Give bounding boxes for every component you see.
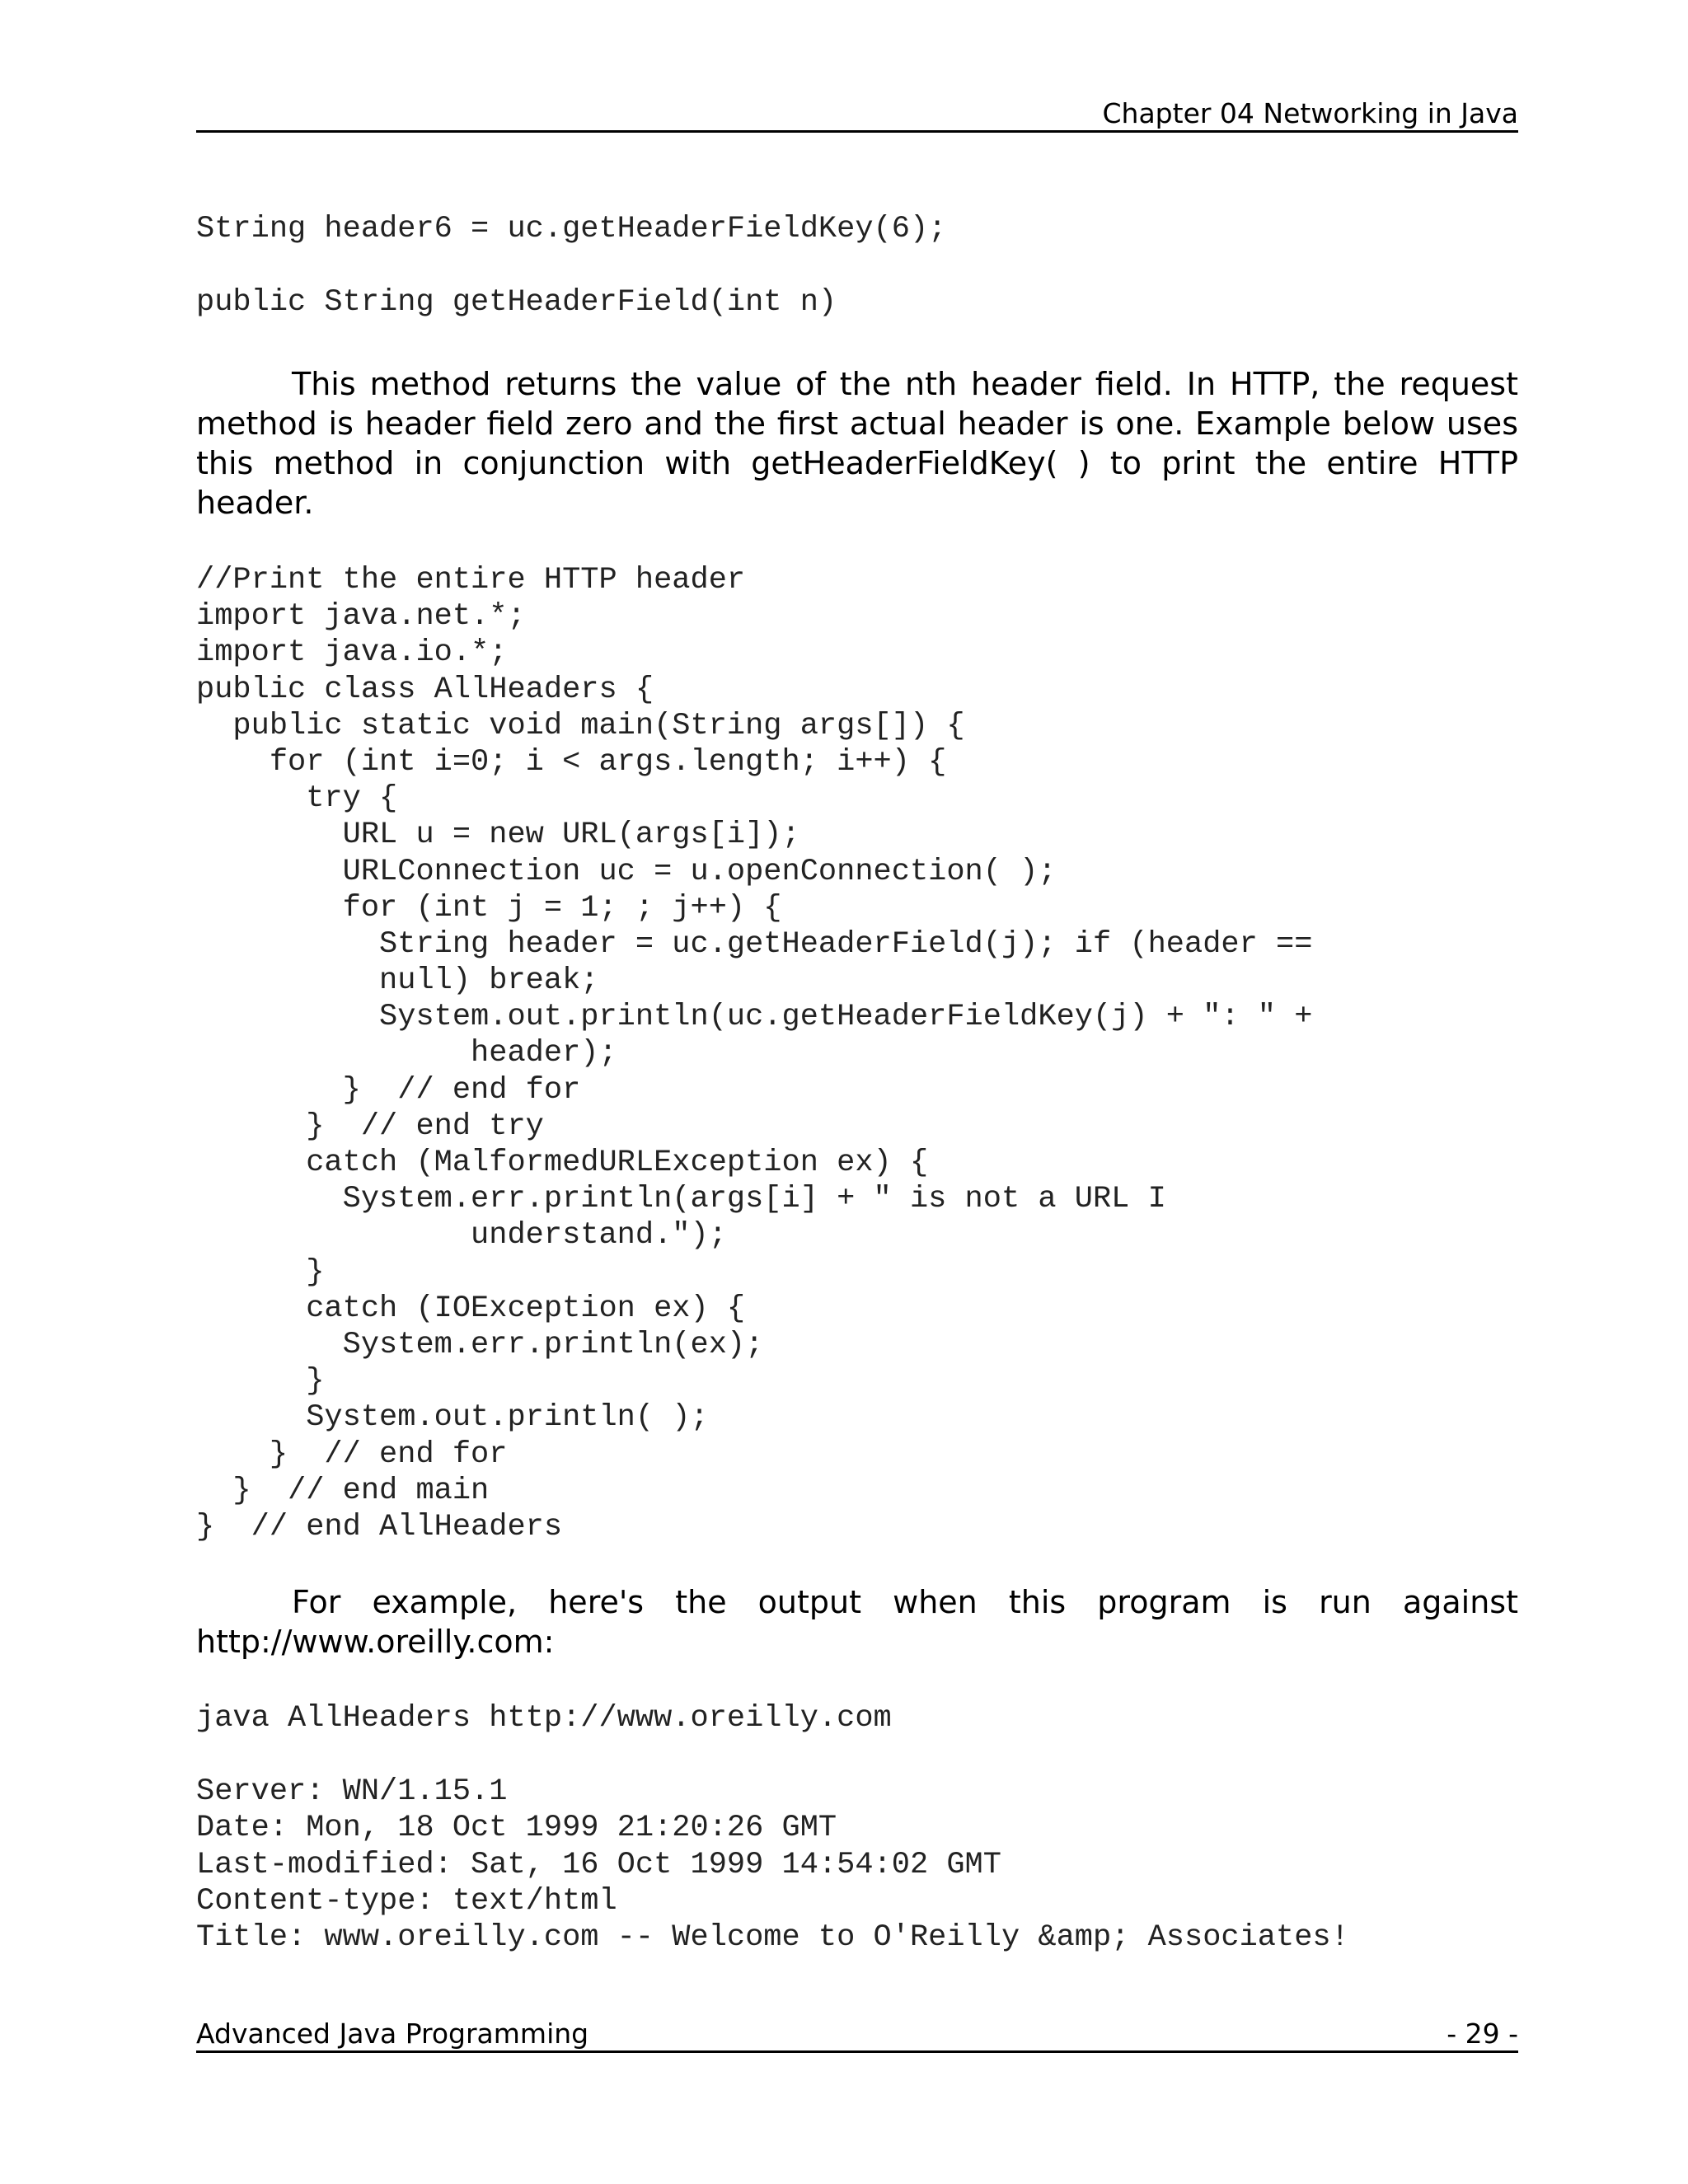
- code-line: for (int i=0; i < args.length; i++) {: [196, 744, 947, 780]
- page-footer: [196, 2018, 1518, 2053]
- code-line: import java.net.*;: [196, 599, 526, 635]
- code-line: String header = uc.getHeaderField(j); if (header ==: [196, 926, 1313, 962]
- code-line: } // end main: [196, 1473, 490, 1508]
- code-line: } // end for: [196, 1072, 581, 1108]
- code-line: [196, 247, 946, 284]
- book-title: Advanced Java Programming: [196, 2018, 589, 2050]
- code-block-allheaders: [196, 562, 1312, 1545]
- code-line: java AllHeaders http://www.oreilly.com: [196, 1701, 892, 1736]
- code-line: System.out.println(uc.getHeaderFieldKey(j) + ": " +: [196, 1000, 1313, 1035]
- paragraph-output-intro: [196, 1582, 1518, 1661]
- code-line: System.out.println( );: [196, 1400, 709, 1436]
- page-header: [196, 97, 1518, 133]
- code-line: URLConnection uc = u.openConnection( );: [196, 854, 1057, 889]
- paragraph-text: For example, here's the output when this program is run against http://www.oreilly.com:: [196, 1584, 1518, 1660]
- code-line: [196, 1736, 1349, 1773]
- code-line: }: [196, 1254, 325, 1290]
- code-line: public String getHeaderField(int n): [196, 284, 837, 320]
- code-line: System.err.println(ex);: [196, 1327, 764, 1362]
- code-line: Content-type: text/html: [196, 1883, 617, 1919]
- paragraph-text: This method returns the value of the nth header field. In HTTP, the request method is header field zero and the first actual header is one. Example below uses this method in conjunction with getHeaderFieldKey( ) to print the entire HTTP header.: [196, 366, 1518, 521]
- code-line: Server: WN/1.15.1: [196, 1774, 508, 1809]
- code-line: Last-modified: Sat, 16 Oct 1999 14:54:02 GMT: [196, 1847, 1001, 1882]
- code-line: public class AllHeaders {: [196, 672, 654, 707]
- code-line: URL u = new URL(args[i]);: [196, 818, 800, 853]
- code-line: System.err.println(args[i] + " is not a URL I: [196, 1182, 1166, 1217]
- code-line: catch (MalformedURLException ex) {: [196, 1146, 929, 1180]
- code-block-output: [196, 1700, 1349, 1957]
- code-line: try {: [196, 781, 398, 817]
- code-line: String header6 = uc.getHeaderFieldKey(6);: [196, 212, 947, 246]
- paragraph-header-field: [196, 364, 1518, 523]
- code-line: public static void main(String args[]) {: [196, 708, 965, 743]
- code-line: header);: [196, 1036, 617, 1071]
- code-line: //Print the entire HTTP header: [196, 563, 746, 598]
- code-line: understand.");: [196, 1218, 727, 1254]
- code-line: null) break;: [196, 963, 599, 999]
- code-line: } // end AllHeaders: [196, 1509, 563, 1544]
- code-line: for (int j = 1; ; j++) {: [196, 890, 782, 926]
- chapter-title: Chapter 04 Networking in Java: [1102, 97, 1518, 129]
- code-line: }: [196, 1364, 325, 1399]
- code-line: Title: www.oreilly.com -- Welcome to O'Reilly &amp; Associates!: [196, 1920, 1349, 1956]
- code-line: catch (IOException ex) {: [196, 1291, 746, 1326]
- code-line: } // end for: [196, 1436, 508, 1472]
- page-number: - 29 -: [1447, 2018, 1518, 2050]
- code-block-top: [196, 211, 946, 321]
- code-line: import java.io.*;: [196, 635, 508, 671]
- code-line: Date: Mon, 18 Oct 1999 21:20:26 GMT: [196, 1811, 837, 1846]
- code-line: } // end try: [196, 1108, 544, 1144]
